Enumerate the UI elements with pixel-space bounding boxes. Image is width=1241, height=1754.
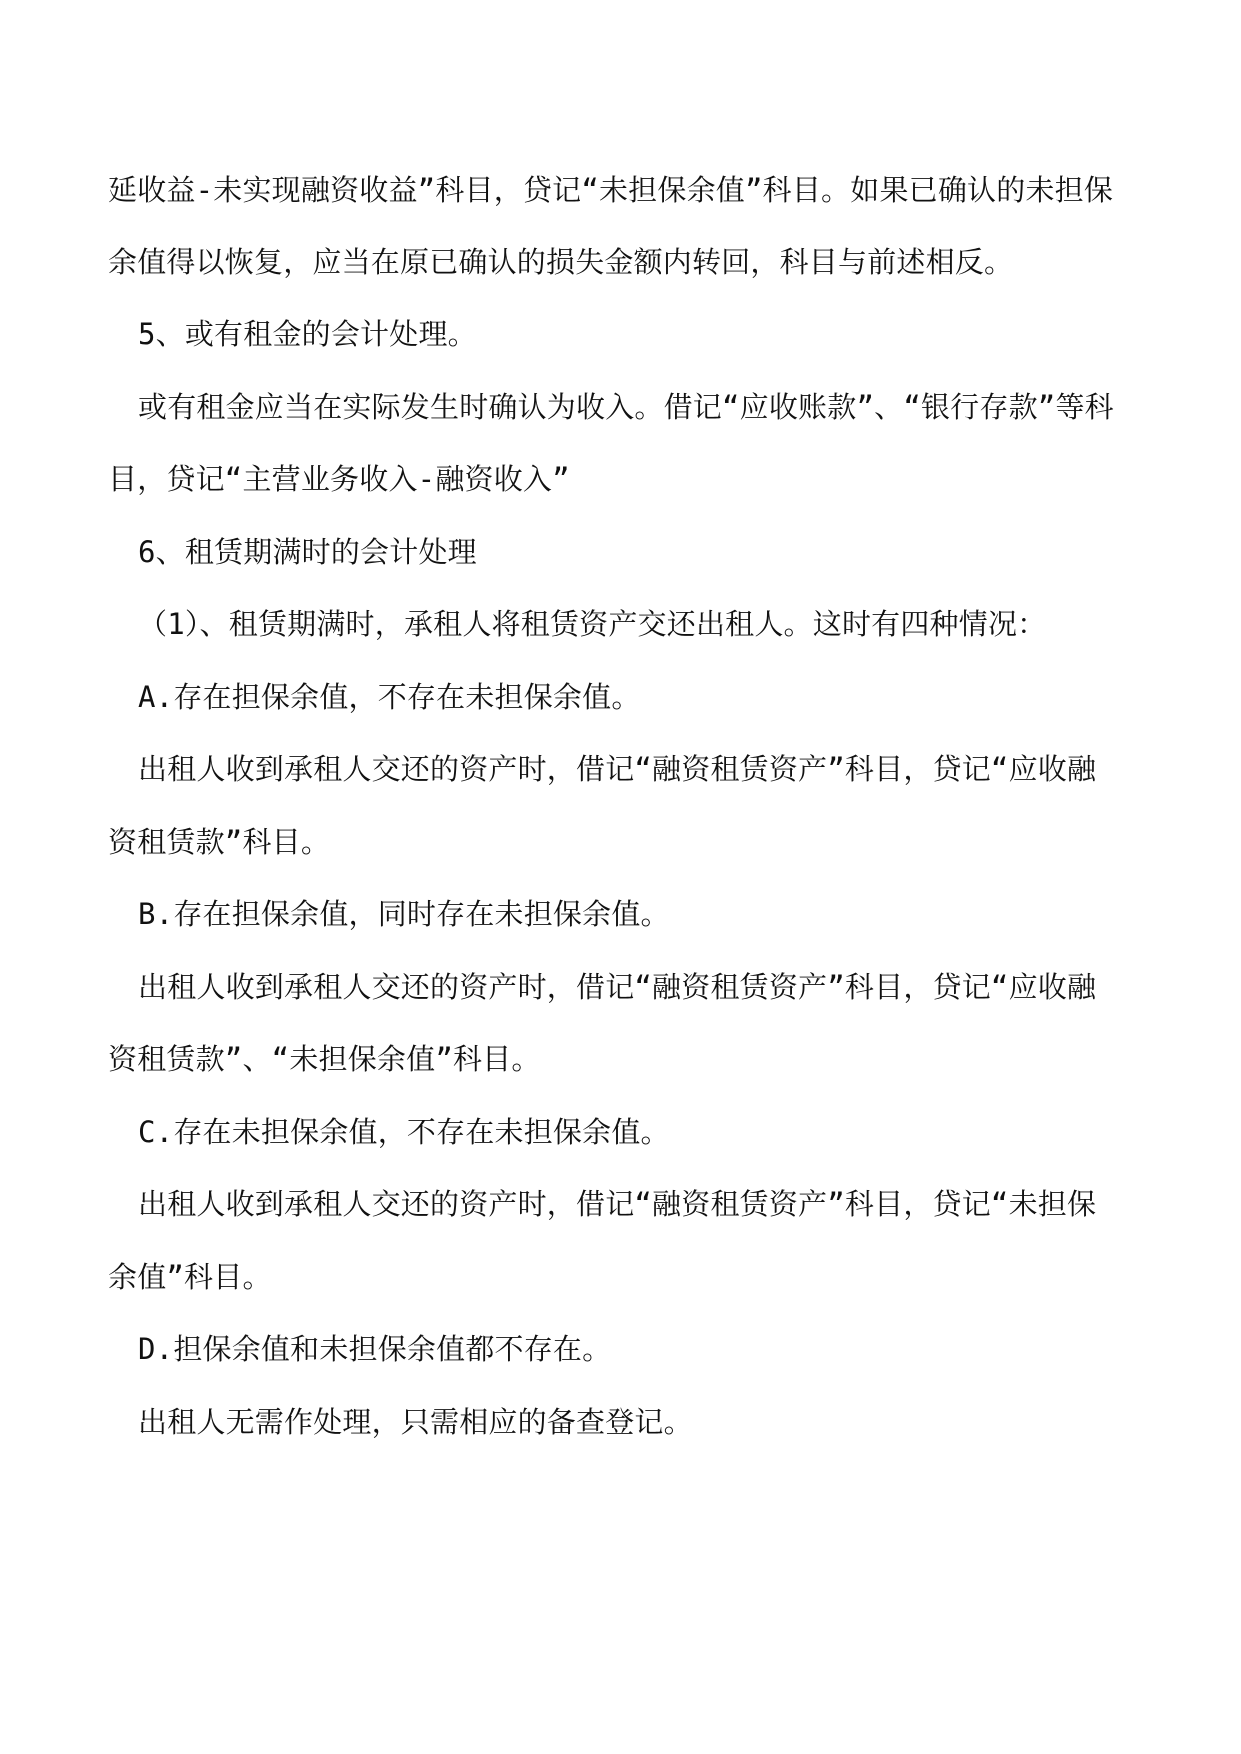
paragraph-line: 出租人收到承租人交还的资产时，借记“融资租赁资产”科目，贷记“应收融 <box>138 970 1097 1004</box>
section-heading: 6、租赁期满时的会计处理 <box>138 535 477 569</box>
paragraph-line: 延收益-未实现融资收益”科目，贷记“未担保余值”科目。如果已确认的未担保 <box>108 173 1114 207</box>
paragraph-line: 资租赁款”、“未担保余值”科目。 <box>108 1042 541 1076</box>
paragraph-line: 余值”科目。 <box>108 1260 272 1294</box>
section-heading: 5、或有租金的会计处理。 <box>138 317 477 351</box>
case-heading: B.存在担保余值，同时存在未担保余值。 <box>138 897 670 931</box>
paragraph-line: 余值得以恢复，应当在原已确认的损失金额内转回，科目与前述相反。 <box>108 245 1014 279</box>
case-heading: D.担保余值和未担保余值都不存在。 <box>138 1332 612 1366</box>
paragraph-line: 出租人无需作处理，只需相应的备查登记。 <box>138 1405 693 1439</box>
paragraph-line: 出租人收到承租人交还的资产时，借记“融资租赁资产”科目，贷记“应收融 <box>138 752 1097 786</box>
case-heading: A.存在担保余值，不存在未担保余值。 <box>138 680 641 714</box>
paragraph-line: 资租赁款”科目。 <box>108 825 331 859</box>
case-heading: C.存在未担保余值，不存在未担保余值。 <box>138 1115 670 1149</box>
subsection-heading: （1）、租赁期满时，承租人将租赁资产交还出租人。这时有四种情况： <box>138 607 1047 641</box>
paragraph-line: 目，贷记“主营业务收入-融资收入” <box>108 462 570 496</box>
paragraph-line: 或有租金应当在实际发生时确认为收入。借记“应收账款”、“银行存款”等科 <box>138 390 1114 424</box>
paragraph-line: 出租人收到承租人交还的资产时，借记“融资租赁资产”科目，贷记“未担保 <box>138 1187 1097 1221</box>
